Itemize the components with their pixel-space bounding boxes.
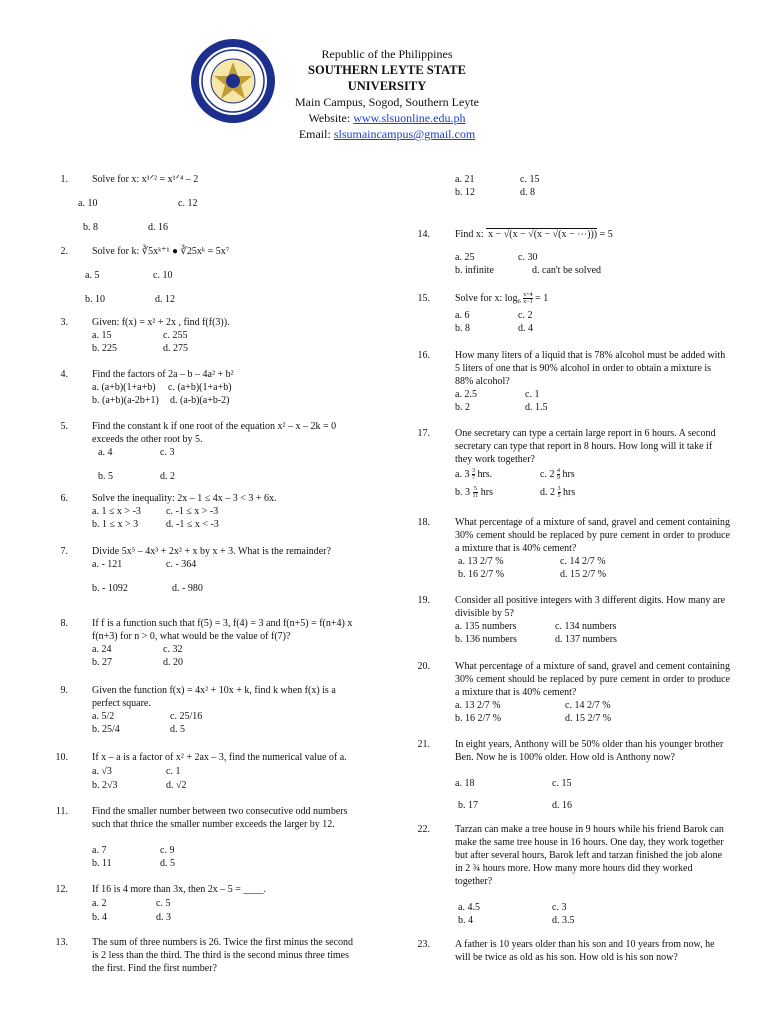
university-seal-logo [190, 38, 276, 124]
option-d: d. 3.5 [552, 915, 575, 926]
question-text: Find the factors of 2a – b – 4a² + b² [92, 369, 234, 380]
option-c: c. 5 [156, 898, 171, 909]
question-text: If f is a function such that f(5) = 3, f(4) = 3 and f(n+5) = f(n+4) x f(n+3) for n > 0, what would be the value of f(7)? [92, 618, 353, 642]
fraction-numerator: 3 [557, 486, 561, 493]
fraction-numerator: x+4 [523, 292, 533, 299]
option-c: c. 10 [153, 270, 173, 281]
option-b: b. 136 numbers [455, 634, 517, 645]
option-d: d. 2 [160, 471, 175, 482]
letterhead-text [272, 46, 502, 142]
nested-radical: x − √(x − √(x − √(x − ⋯))) [488, 229, 598, 240]
option-b: b. 17 [458, 800, 478, 811]
question-text: What percentage of a mixture of sand, gravel and cement containing 30% cement should be replaced by pure cement in order to produce a mixture that is 40% cement? [455, 661, 730, 698]
option-c: c. 134 numbers [555, 621, 617, 632]
question-text: In eight years, Anthony will be 50% older than his younger brother Ben. Now he is 100% older. How old is Anthony now? [455, 739, 724, 763]
option-c: c. 15 [552, 778, 572, 789]
option-a: a. √3 [92, 766, 112, 777]
question-number: 17. [417, 428, 430, 439]
fraction-numerator: 3 [471, 468, 475, 475]
question-text: What percentage of a mixture of sand, gravel and cement containing 30% cement should be replaced by pure cement in order to produce a mixture that is 40% cement? [455, 517, 730, 554]
website-link[interactable]: www.slsuonline.edu.ph [353, 111, 466, 125]
option-c [540, 468, 575, 481]
fraction-denominator: 7 [471, 475, 475, 482]
option-c: c. 2 [518, 310, 533, 321]
option-d: d. 5 [160, 858, 175, 869]
option-a: a. 135 numbers [455, 621, 517, 632]
option-d: d. 8 [520, 187, 535, 198]
website-label: Website: [308, 111, 354, 125]
question-text: Solve for k: ∛5xᵏ⁺¹ ● ∛25xᵏ = 5x⁷ [92, 246, 230, 257]
whole-part: d. 2 [540, 487, 555, 498]
option-c: c. 14 2/7 % [560, 556, 606, 567]
option-b: b. 2 [455, 402, 470, 413]
whole-part: c. 2 [540, 469, 555, 480]
option-a: a. 24 [92, 644, 112, 655]
option-d: d. √2 [166, 780, 187, 791]
option-c: c. 14 2/7 % [565, 700, 611, 711]
question-number: 13. [55, 937, 68, 948]
option-c: c. 1 [525, 389, 540, 400]
option-d: d. 12 [155, 294, 175, 305]
option-b: b. 225 [92, 343, 117, 354]
option-a: a. 7 [92, 845, 107, 856]
option-d: d. 137 numbers [555, 634, 617, 645]
question-number: 21. [417, 739, 430, 750]
question-number: 10. [55, 752, 68, 763]
option-a: a. 4 [98, 447, 113, 458]
unit: hrs [478, 487, 494, 498]
campus-address: Main Campus, Sogod, Southern Leyte [295, 95, 479, 109]
option-b: b. 27 [92, 657, 112, 668]
question-number: 2. [60, 246, 68, 257]
question-prefix: Solve for x: log [455, 293, 518, 304]
equation-rhs: = 5 [597, 229, 613, 240]
university-name: SOUTHERN LEYTE STATE UNIVERSITY [308, 63, 466, 93]
question-number: 23. [417, 939, 430, 950]
option-d: d. can't be solved [532, 265, 602, 276]
option-d [540, 486, 575, 499]
option-c: c. 32 [163, 644, 183, 655]
option-d: d. 5 [170, 724, 185, 735]
option-c: c. 9 [160, 845, 175, 856]
option-a: a. 13 2/7 % [458, 556, 504, 567]
option-d: d. 4 [518, 323, 533, 334]
question-text: Find the smaller number between two consecutive odd numbers such that thrice the smaller number exceeds the larger by 12. [92, 806, 348, 830]
question-text: Tarzan can make a tree house in 9 hours while his friend Barok can make the same tree house in 16 hours. One day, they work together but after several hours, Barok left and tarzan finished the job alone in 2 ¾ hours more. How many more hours did they worked together? [455, 824, 724, 887]
option-a: a. 21 [455, 174, 475, 185]
fraction-denominator: x−1 [523, 299, 533, 306]
question-number: 12. [55, 884, 68, 895]
option-d: d. 3 [156, 912, 171, 923]
option-b: b. 4 [92, 912, 107, 923]
log-argument [523, 292, 532, 305]
option-a: a. 2 [92, 898, 107, 909]
email-label: Email: [298, 127, 334, 141]
fraction-numerator: 4 [556, 468, 560, 475]
option-b: b. 8 [83, 222, 98, 233]
question-number: 14. [417, 229, 430, 240]
question-text: Solve the inequality: 2x – 1 ≤ 4x – 3 < 3 + 6x. [92, 493, 277, 504]
option-b: b. 25/4 [92, 724, 120, 735]
option-b: b. 12 [455, 187, 475, 198]
unit: hrs [559, 469, 575, 480]
question-number: 3. [60, 317, 68, 328]
option-b: b. 5 [98, 471, 113, 482]
option-c: c. - 364 [166, 559, 197, 570]
fraction-denominator: 11 [472, 493, 479, 500]
option-c: c. 255 [163, 330, 188, 341]
option-d: d. 16 [148, 222, 168, 233]
option-d: d. 16 [552, 800, 572, 811]
question-number: 19. [417, 595, 430, 606]
email-line [272, 126, 502, 142]
question-number: 6. [60, 493, 68, 504]
option-d: d. - 980 [172, 583, 203, 594]
question-number: 20. [417, 661, 430, 672]
question-text [455, 292, 548, 308]
question-text: A father is 10 years older than his son and 10 years from now, he will be twice as old as his son. How old is his son now? [455, 939, 715, 963]
question-text: Find the constant k if one root of the equation x² – x – 2k = 0 exceeds the other root by 5. [92, 421, 337, 445]
option-a: a. 25 [455, 252, 475, 263]
question-text: How many liters of a liquid that is 78% alcohol must be added with 5 liters of one that is 90% alcohol in order to obtain a mixture is 88% alcohol? [455, 350, 726, 387]
question-number: 22. [417, 824, 430, 835]
log-base: 6 [517, 298, 521, 305]
option-a: a. 4.5 [458, 902, 480, 913]
republic-line: Republic of the Philippines [321, 47, 453, 61]
option-b: b. 16 2/7 % [455, 713, 502, 724]
unit: hrs [560, 487, 576, 498]
option-d: d. 275 [163, 343, 188, 354]
option-c: c. -1 ≤ x > -3 [166, 506, 219, 517]
question-text: The sum of three numbers is 26. Twice the first minus the second is 2 less than the third. The third is the second minus three times the first. Find the first number? [92, 937, 354, 974]
question-text: If 16 is 4 more than 3x, then 2x – 5 = ____. [92, 884, 266, 895]
question-number: 16. [417, 350, 430, 361]
option-a: a. 10 [78, 198, 98, 209]
question-number: 15. [417, 293, 430, 304]
option-a: a. 6 [455, 310, 470, 321]
question-text: Given the function f(x) = 4x² + 10x + k, find k when f(x) is a perfect square. [92, 685, 336, 709]
question-number: 9. [60, 685, 68, 696]
option-c: c. (a+b)(1+a+b) [168, 382, 232, 393]
option-d: d. -1 ≤ x < -3 [166, 519, 219, 530]
option-a: a. 1 ≤ x > -3 [92, 506, 141, 517]
fraction-denominator: 9 [556, 475, 560, 482]
option-a [455, 468, 492, 481]
fraction-numerator: 5 [473, 486, 477, 493]
option-c: c. 3 [160, 447, 175, 458]
option-b: b. 16 2/7 % [458, 569, 505, 580]
unit: hrs. [474, 469, 493, 480]
option-c: c. 3 [552, 902, 567, 913]
option-b: b. - 1092 [92, 583, 128, 594]
email-link[interactable]: slsumaincampus@gmail.com [333, 127, 476, 141]
question-number: 8. [60, 618, 68, 629]
question-text: Consider all positive integers with 3 different digits. How many are divisible by 5? [455, 595, 726, 619]
question-prefix: Find x: [455, 229, 484, 240]
question-text: Divide 5x⁵ – 4x³ + 2x² + x by x + 3. What is the remainder? [92, 546, 331, 557]
question-number: 11. [55, 806, 68, 817]
question-text [455, 228, 613, 241]
option-c: c. 1 [166, 766, 181, 777]
equation-rhs: = 1 [532, 293, 549, 304]
whole-part: b. 3 [455, 487, 470, 498]
question-text: One secretary can type a certain large report in 6 hours. A second secretary can type that report in 8 hours. How long will it take if they work together? [455, 428, 716, 465]
option-b: b. infinite [455, 265, 494, 276]
option-b: b. (a+b)(a-2b+1) [92, 395, 159, 406]
option-a: a. 5/2 [92, 711, 115, 722]
option-a: a. - 121 [92, 559, 123, 570]
question-number: 7. [60, 546, 68, 557]
option-c: c. 30 [518, 252, 538, 263]
option-d: d. 15 2/7 % [560, 569, 607, 580]
option-d: d. 15 2/7 % [565, 713, 612, 724]
option-a: a. 13 2/7 % [455, 700, 501, 711]
fraction-denominator: 5 [557, 493, 561, 500]
option-b: b. 2√3 [92, 780, 118, 791]
option-a: a. 2.5 [455, 389, 477, 400]
option-d: d. (a-b)(a+b-2) [170, 395, 230, 406]
question-number: 5. [60, 421, 68, 432]
question-number: 18. [417, 517, 430, 528]
option-b: b. 11 [92, 858, 112, 869]
option-a: a. (a+b)(1+a+b) [92, 382, 156, 393]
option-a: a. 5 [85, 270, 100, 281]
option-c: c. 15 [520, 174, 540, 185]
website-line [272, 110, 502, 126]
option-a: a. 18 [455, 778, 475, 789]
option-b: b. 4 [458, 915, 473, 926]
question-text: If x – a is a factor of x² + 2ax – 3, find the numerical value of a. [92, 752, 347, 763]
option-c: c. 25/16 [170, 711, 203, 722]
option-a: a. 15 [92, 330, 112, 341]
whole-part: a. 3 [455, 469, 470, 480]
question-text: Given: f(x) = x² + 2x , find f(f(3)). [92, 317, 230, 328]
option-b: b. 1 ≤ x > 3 [92, 519, 139, 530]
option-c: c. 12 [178, 198, 198, 209]
question-number: 4. [60, 369, 68, 380]
option-d: d. 20 [163, 657, 183, 668]
question-number: 1. [60, 174, 68, 185]
question-text: Solve for x: x¹ᐟ² = x¹ᐟ⁴ – 2 [92, 174, 199, 185]
option-b: b. 10 [85, 294, 105, 305]
letterhead [0, 0, 768, 141]
option-d: d. 1.5 [525, 402, 548, 413]
option-b [455, 486, 493, 499]
option-b: b. 8 [455, 323, 470, 334]
